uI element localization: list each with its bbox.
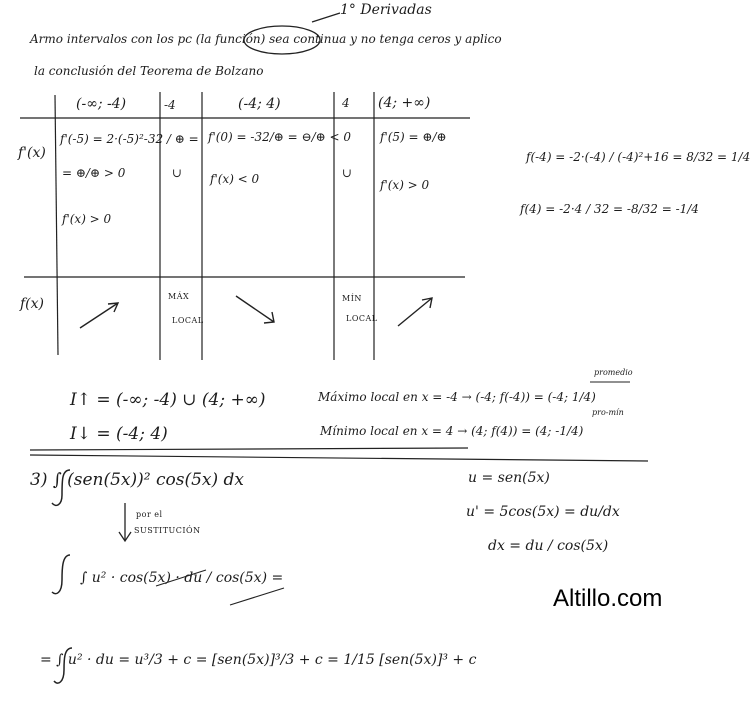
intro-line-1: Armo intervalos con los pc (la función) sea continua y no tenga ceros y aplico	[30, 32, 502, 46]
max-label-local: LOCAL	[172, 316, 204, 325]
interval-4: 4	[342, 96, 350, 110]
calc-f-neg4: f(-4) = -2·(-4) / (-4)²+16 = 8/32 = 1/4	[526, 150, 750, 164]
calc-f-pos4: f(4) = -2·4 / 32 = -8/32 = -1/4	[520, 202, 699, 216]
row-label-f: f(x)	[20, 296, 45, 312]
min-label: MÍN	[342, 294, 362, 303]
min-note: pro-mín	[592, 408, 624, 417]
col4-mark: ∪	[342, 166, 353, 180]
dx-definition: dx = du / cos(5x)	[488, 538, 609, 554]
integral-step-1: ∫ u² · cos(5x) · du / cos(5x) =	[80, 570, 284, 586]
integral-problem: 3) ∫ (sen(5x))² cos(5x) dx	[30, 470, 245, 490]
max-note: promedio	[594, 368, 633, 377]
intro-line-2: la conclusión del Teorema de Bolzano	[34, 64, 264, 78]
row-label-fprime: f'(x)	[18, 145, 46, 161]
interval-5: (4; +∞)	[378, 95, 431, 111]
integral-step-2: = ∫ u² · du = u³/3 + c = [sen(5x)]³/3 + c = 1/15 [sen(5x)]³ + c	[40, 652, 477, 668]
col1-eval: f'(-5) = 2·(-5)²-32 / ⊕ =	[60, 132, 199, 146]
interval-3: (-4; 4)	[238, 96, 281, 112]
col3-result: f'(x) < 0	[210, 172, 260, 186]
min-label-local: LOCAL	[346, 314, 378, 323]
col2-mark: ∪	[172, 166, 183, 180]
method-label-2: SUSTITUCIÓN	[134, 526, 201, 535]
increasing-interval: I↑ = (-∞; -4) ∪ (4; +∞)	[70, 390, 266, 410]
min-local: Mínimo local en x = 4 → (4; f(4)) = (4; -1/4)	[320, 424, 584, 438]
max-local: Máximo local en x = -4 → (-4; f(-4)) = (-4; 1/4)	[318, 390, 596, 404]
col3-eval: f'(0) = -32/⊕ = ⊖/⊕ < 0	[208, 130, 351, 144]
col1-sign: = ⊕/⊕ > 0	[62, 166, 126, 180]
interval-1: (-∞; -4)	[76, 96, 127, 112]
decreasing-interval: I↓ = (-4; 4)	[70, 424, 168, 444]
col5-result: f'(x) > 0	[380, 178, 430, 192]
derivadas-note: 1° Derivadas	[340, 2, 432, 18]
watermark-logo: Altillo.com	[553, 585, 663, 612]
u-definition: u = sen(5x)	[468, 470, 550, 486]
col1-result: f'(x) > 0	[62, 212, 112, 226]
col5-eval: f'(5) = ⊕/⊕	[380, 130, 447, 144]
u-prime: u' = 5cos(5x) = du/dx	[466, 504, 620, 520]
interval-2: -4	[164, 98, 176, 112]
method-label-1: por el	[136, 510, 163, 519]
max-label: MÁX	[168, 292, 190, 301]
